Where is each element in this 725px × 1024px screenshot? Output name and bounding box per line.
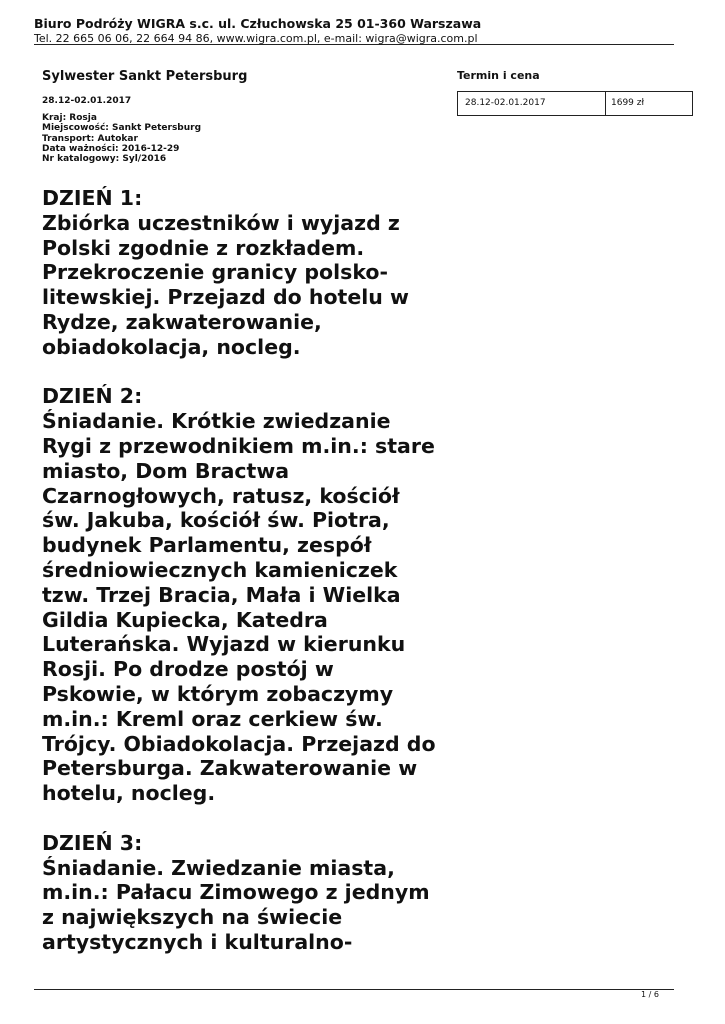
detail-country: Kraj: Rosja [42,113,97,123]
company-name-address: Biuro Podróży WIGRA s.c. ul. Człuchowska 25 01-360 Warszawa [34,16,482,31]
day-title: DZIEŃ 1: [42,186,143,210]
header-divider [34,44,674,45]
detail-validity-date: Data ważności: 2016-12-29 [42,143,180,154]
detail-location: Miejscowość: Sankt Petersburg [42,123,202,134]
trip-details [42,113,201,164]
detail-transport: Transport: Autokar [42,133,138,144]
price-table [457,91,693,116]
day-title: DZIEŃ 2: [42,384,143,409]
detail-catalog-number: Nr katalogowy: Syl/2016 [42,154,167,165]
price-term-cell: 28.12-02.01.2017 [458,92,606,115]
company-contact: Tel. 22 665 06 06, 22 664 94 86, www.wigra.com.pl, e-mail: wigra@wigra.com.pl [34,32,478,45]
program-day [42,186,442,360]
day-description: Zbiórka uczestników i wyjazd z Polski zgodnie z rozkładem. Przekroczenie granicy polsko-litewskiej. Przejazd do hotelu w Rydze, zakwaterowanie, obiadokolacja, nocleg. [42,210,409,359]
day-title: DZIEŃ 3: [42,830,143,855]
trip-program [42,186,442,955]
price-heading: Termin i cena [457,69,540,82]
day-description: Śniadanie. Zwiedzanie miasta, m.in.: Pałacu Zimowego z jednym z największych na świecie artystycznych i kulturalno- [42,855,430,954]
program-day [42,831,442,955]
program-day [42,384,442,806]
trip-dates: 28.12-02.01.2017 [42,96,132,106]
footer-divider [34,989,674,990]
trip-title: Sylwester Sankt Petersburg [42,69,248,84]
price-amount-cell: 1699 zł [611,98,645,108]
day-description: Śniadanie. Krótkie zwiedzanie Rygi z przewodnikiem m.in.: stare miasto, Dom Bractwa Czarnogłowych, ratusz, kościół św. Jakuba, kościół św. Piotra, budynek Parlamentu, zespół średniowiecznych kamieniczek tzw. Trzej Bracia, Mała i Wielka Gildia Kupiecka, Katedra Luterańska. Wyjazd w kierunku Rosji. Po drodze postój w Pskowie, w którym zobaczymy m.in.: Kreml oraz cerkiew św. Trójcy. Obiadokolacja. Przejazd do Petersburga. Zakwaterowanie w hotelu, nocleg. [42,409,436,806]
document-header [34,16,674,46]
page-number: 1 / 6 [641,990,659,999]
